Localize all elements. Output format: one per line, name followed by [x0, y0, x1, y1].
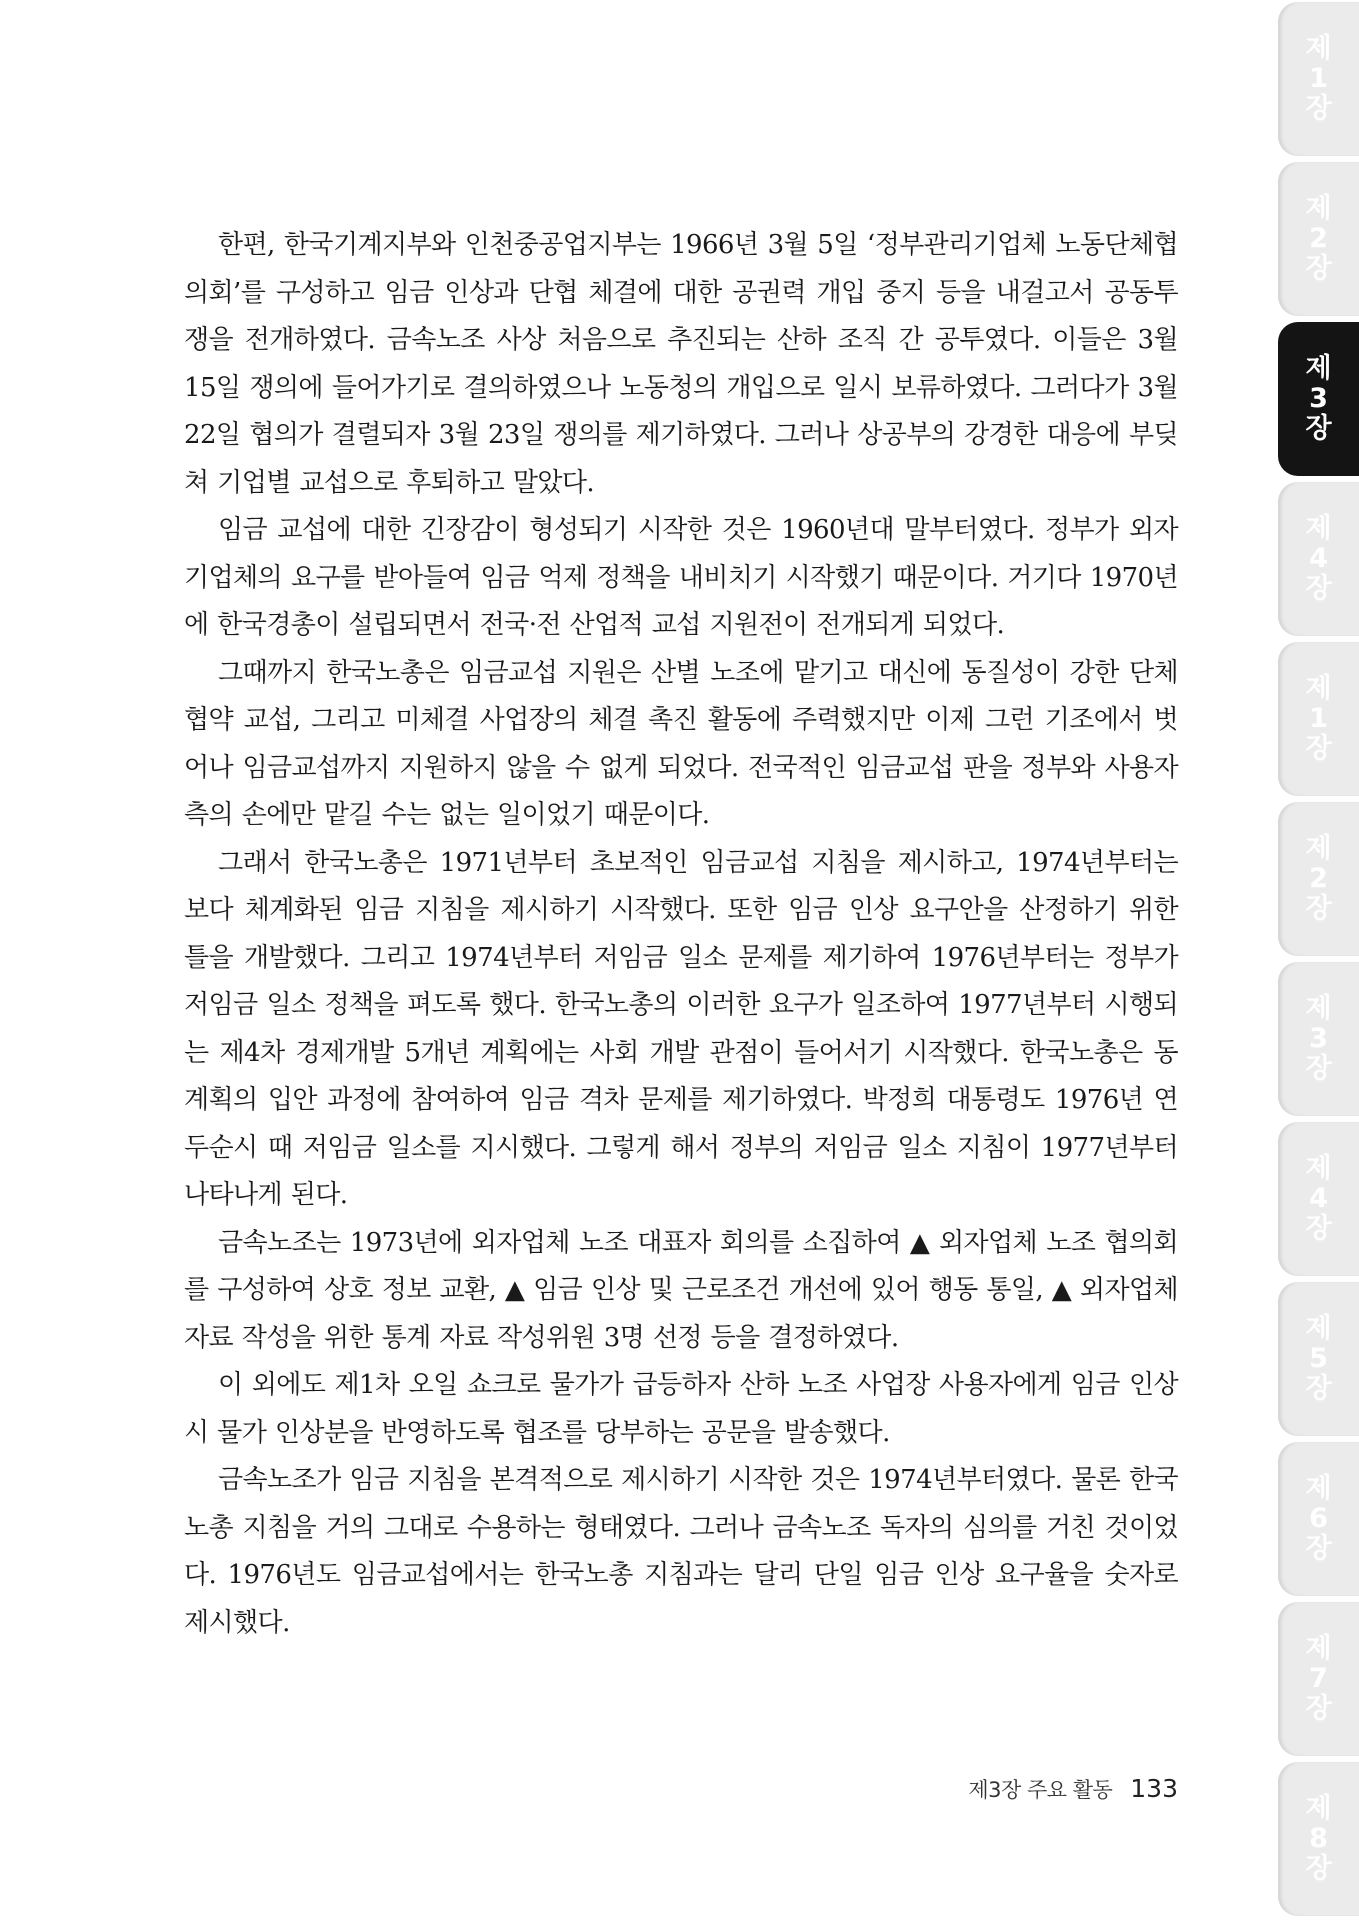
- page-footer: [968, 1774, 1178, 1804]
- chapter-tab-3-active[interactable]: 제 3 장: [1278, 322, 1359, 476]
- chapter-tab-part2-8[interactable]: 제 8 장: [1278, 1762, 1359, 1916]
- chapter-tab-part2-4[interactable]: 제 4 장: [1278, 1122, 1359, 1276]
- main-text: [184, 222, 1178, 1647]
- paragraph-2: 임금 교섭에 대한 긴장감이 형성되기 시작한 것은 1960년대 말부터였다. 정부가 외자기업체의 요구를 받아들여 임금 억제 정책을 내비치기 시작했기 때문이다. 거기다 1970년에 한국경총이 설립되면서 전국·전 산업적 교섭 지원전이 전개되게 되었다.: [184, 515, 1178, 640]
- chapter-tab-part2-5[interactable]: 제 5 장: [1278, 1282, 1359, 1436]
- paragraph-3: 그때까지 한국노총은 임금교섭 지원은 산별 노조에 맡기고 대신에 동질성이 강한 단체협약 교섭, 그리고 미체결 사업장의 체결 촉진 활동에 주력했지만 이제 그런 기조에서 벗어나 임금교섭까지 지원하지 않을 수 없게 되었다. 전국적인 임금교섭 판을 정부와 사용자 측의 손에만 맡길 수는 없는 일이었기 때문이다.: [184, 657, 1178, 830]
- paragraph-5: 금속노조는 1973년에 외자업체 노조 대표자 회의를 소집하여 ▲ 외자업체 노조 협의회를 구성하여 상호 정보 교환, ▲ 임금 인상 및 근로조건 개선에 있어 행동 통일, ▲ 외자업체 자료 작성을 위한 통계 자료 작성위원 3명 선정 등을 결정하였다.: [184, 1227, 1178, 1353]
- chapter-tab-part2-1[interactable]: 제 1 장: [1278, 642, 1359, 796]
- chapter-tab-part2-6[interactable]: 제 6 장: [1278, 1442, 1359, 1596]
- paragraph-1: 한편, 한국기계지부와 인천중공업지부는 1966년 3월 5일 ‘정부관리기업체 노동단체협의회’를 구성하고 임금 인상과 단협 체결에 대한 공권력 개입 중지 등을 내걸고서 공동투쟁을 전개하였다. 금속노조 사상 처음으로 추진되는 산하 조직 간 공투였다. 이들은 3월 15일 쟁의에 들어가기로 결의하였으나 노동청의 개입으로 일시 보류하였다. 그러다가 3월 22일 협의가 결렬되자 3월 23일 쟁의를 제기하였다. 그러나 상공부의 강경한 대응에 부딪쳐 기업별 교섭으로 후퇴하고 말았다.: [184, 230, 1178, 498]
- paragraph-6: 이 외에도 제1차 오일 쇼크로 물가가 급등하자 산하 노조 사업장 사용자에게 임금 인상 시 물가 인상분을 반영하도록 협조를 당부하는 공문을 발송했다.: [184, 1370, 1178, 1448]
- chapter-tab-strip: [1278, 0, 1359, 1920]
- chapter-tab-part2-7[interactable]: 제 7 장: [1278, 1602, 1359, 1756]
- chapter-tab-4[interactable]: 제 4 장: [1278, 482, 1359, 636]
- running-footer-label: 제3장 주요 활동: [968, 1778, 1113, 1802]
- chapter-tab-1[interactable]: 제 1 장: [1278, 2, 1359, 156]
- chapter-tab-part2-3[interactable]: 제 3 장: [1278, 962, 1359, 1116]
- paragraph-7: 금속노조가 임금 지침을 본격적으로 제시하기 시작한 것은 1974년부터였다. 물론 한국노총 지침을 거의 그대로 수용하는 형태였다. 그러나 금속노조 독자의 심의를 거친 것이었다. 1976년도 임금교섭에서는 한국노총 지침과는 달리 단일 임금 인상 요구율을 숫자로 제시했다.: [184, 1465, 1178, 1638]
- chapter-tab-part2-2[interactable]: 제 2 장: [1278, 802, 1359, 956]
- page-number: 133: [1130, 1774, 1178, 1803]
- paragraph-4: 그래서 한국노총은 1971년부터 초보적인 임금교섭 지침을 제시하고, 1974년부터는 보다 체계화된 임금 지침을 제시하기 시작했다. 또한 임금 인상 요구안을 산정하기 위한 틀을 개발했다. 그리고 1974년부터 저임금 일소 문제를 제기하여 1976년부터는 정부가 저임금 일소 정책을 펴도록 했다. 한국노총의 이러한 요구가 일조하여 1977년부터 시행되는 제4차 경제개발 5개년 계획에는 사회 개발 관점이 들어서기 시작했다. 한국노총은 동 계획의 입안 과정에 참여하여 임금 격차 문제를 제기하였다. 박정희 대통령도 1976년 연두순시 때 저임금 일소를 지시했다. 그렇게 해서 정부의 저임금 일소 지침이 1977년부터 나타나게 된다.: [184, 847, 1178, 1210]
- chapter-tab-2[interactable]: 제 2 장: [1278, 162, 1359, 316]
